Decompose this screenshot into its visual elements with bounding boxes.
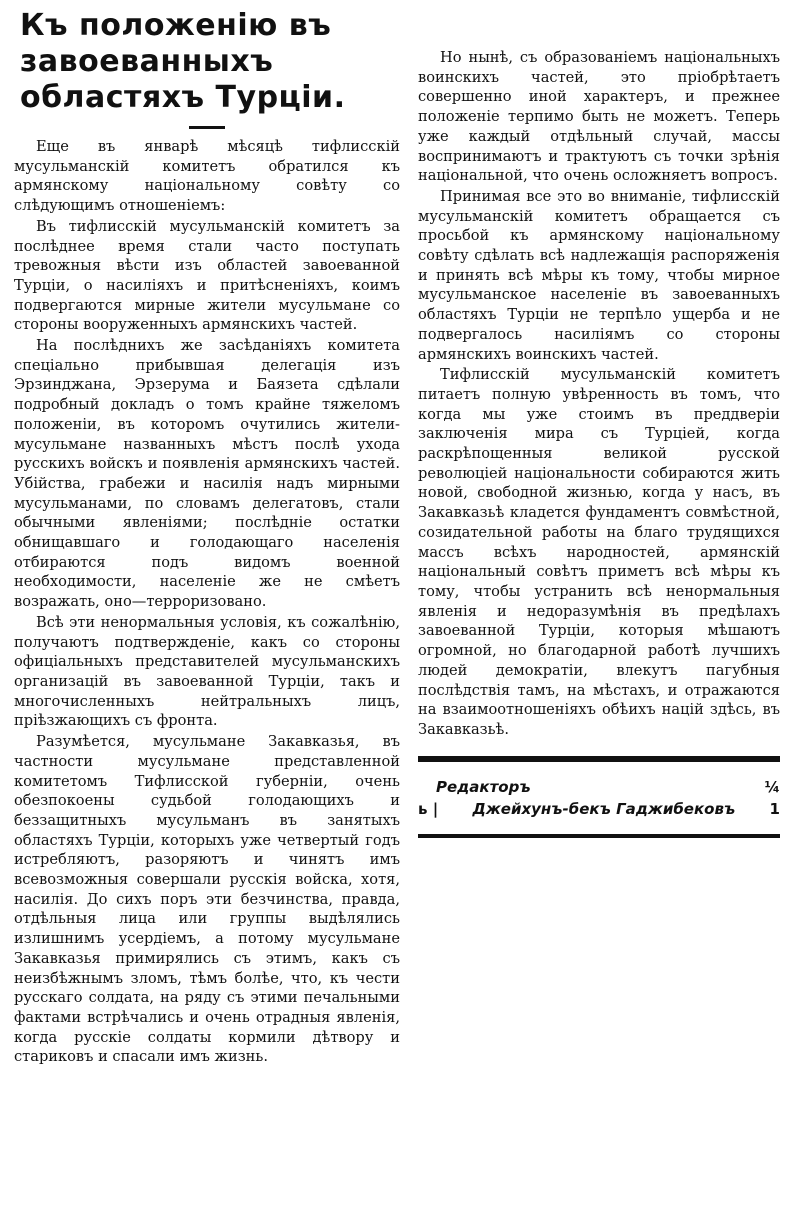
signature-mark: ь | — [418, 799, 439, 818]
paragraph: Въ тифлисскій мусульманскій комитетъ за послѣднее время стали часто поступать тревожныя вѣсти изъ областей завоеванной Турціи, о насиліяхъ и притѣсненіяхъ, коимъ подвергаются мирные жители мусульмане со стороны вооруженныхъ армянскихъ частей. — [14, 217, 400, 334]
paragraph: Принимая все это во вниманіе, тифлисскій мусульманскій комитетъ обращается съ просьбой къ армянскому національному совѣту сдѣлать всѣ надлежащія распоряженія и принять всѣ мѣры къ тому, чтобы мирное мусульманское населеніе въ завоеванныхъ областяхъ Турціи не терпѣло ущерба и не подвергалось насиліямъ со стороны армянскихъ воинскихъ частей. — [418, 187, 780, 363]
signature-mark: ¼ — [764, 777, 780, 796]
headline: Къ положенію въ завоеванныхъ областяхъ Турціи. — [20, 8, 346, 115]
right-column — [418, 48, 780, 838]
paragraph: Тифлисскій мусульманскій комитетъ питаетъ полную увѣренность въ томъ, что когда мы уже стоимъ въ преддверіи заключенія мира съ Турціей, когда раскрѣпощенныя великой русской революціей національности собираются жить новой, свободной жизнью, когда у насъ, въ Закавказьѣ кладется фундаментъ совмѣстной, созидательной работы на благо трудящихся массъ всѣхъ народностей, армянскій національный совѣтъ приметъ всѣ мѣры къ тому, чтобы устранить всѣ ненормальныя явленія и недоразумѣнія въ предѣлахъ завоеванной Турціи, которыя мѣшаютъ огромной, но благодарной работѣ лучшихъ людей демократіи, влекутъ пагубныя послѣдствія тамъ, на мѣстахъ, и отражаются на взаимоотношеніяхъ обѣихъ націй здѣсь, въ Закавказьѣ. — [418, 366, 780, 738]
paragraph: На послѣднихъ же засѣданіяхъ комитета спеціально прибывшая делегація изъ Эрзинджана, Эрзерума и Баязета сдѣлали подробный докладъ о томъ крайне тяжеломъ положеніи, въ которомъ очутились жители-мусульмане названныхъ мѣстъ послѣ ухода русскихъ войскъ и появленія армянскихъ частей. Убійства, грабежи и насилія надъ мирными мусульманами, по словамъ делегатовъ, стали обычными явленіями; послѣдніе остатки обнищавшаго и голодающаго населенія отбираются подъ видомъ военной необходимости, населеніе же не смѣетъ возражать, оно—терроризовано. — [14, 337, 400, 611]
editor-role-row — [418, 776, 780, 798]
paragraph: Еще въ январѣ мѣсяцѣ тифлисскій мусульманскій комитетъ обратился къ армянскому національному совѣту со слѣдующимъ отношеніемъ: — [14, 138, 400, 215]
editor-name-row — [418, 798, 780, 820]
paragraph: Но нынѣ, съ образованіемъ національныхъ воинскихъ частей, это пріобрѣтаетъ совершенно иной характеръ, и прежнее положеніе терпимо быть не можетъ. Теперь уже каждый отдѣльный случай, массы воспринимаютъ и трактуютъ съ точки зрѣнія національной, что очень осложняетъ вопросъ. — [418, 49, 780, 185]
headline-rule — [189, 126, 225, 129]
paragraph: Всѣ эти ненормальныя условія, къ сожалѣнію, получаютъ подтвержденіе, какъ со стороны офиціальныхъ представителей мусульманскихъ организацій въ завоеванной Турціи, такъ и многочисленныхъ нейтральныхъ лицъ, пріѣзжающихъ съ фронта. — [14, 613, 400, 730]
signature-rule-bottom — [418, 834, 780, 838]
paragraph: Разумѣется, мусульмане Закавказья, въ частности мусульмане представленной комитетомъ Тифлисской губерніи, очень обезпокоены судьбой голодающихъ и беззащитныхъ мусульманъ въ занятыхъ областяхъ Турціи, которыхъ уже четвертый годъ истребляютъ, разоряютъ и чинятъ имъ всевозможныя совершали русскія войска, хотя, насилія. До сихъ поръ эти безчинства, правда, отдѣльныя лица или группы выдѣлялись излишнимъ усердіемъ, а потому мусульмане Закавказья примирялись съ этимъ, какъ съ неизбѣжнымъ зломъ, тѣмъ болѣе, что, къ чести русскаго солдата, на ряду съ этими печальными фактами встрѣчались и очень отрадныя явленія, когда русскіе солдаты кормили дѣтвору и стариковъ и спасали имъ жизнь. — [14, 733, 400, 1066]
signature-rule-top — [418, 756, 780, 762]
editor-role-label: Редакторъ — [436, 777, 531, 796]
editor-name: Джейхунъ-бекъ Гаджибековъ — [472, 799, 736, 818]
left-column — [14, 8, 400, 1067]
signature-mark: 1 — [769, 799, 780, 818]
